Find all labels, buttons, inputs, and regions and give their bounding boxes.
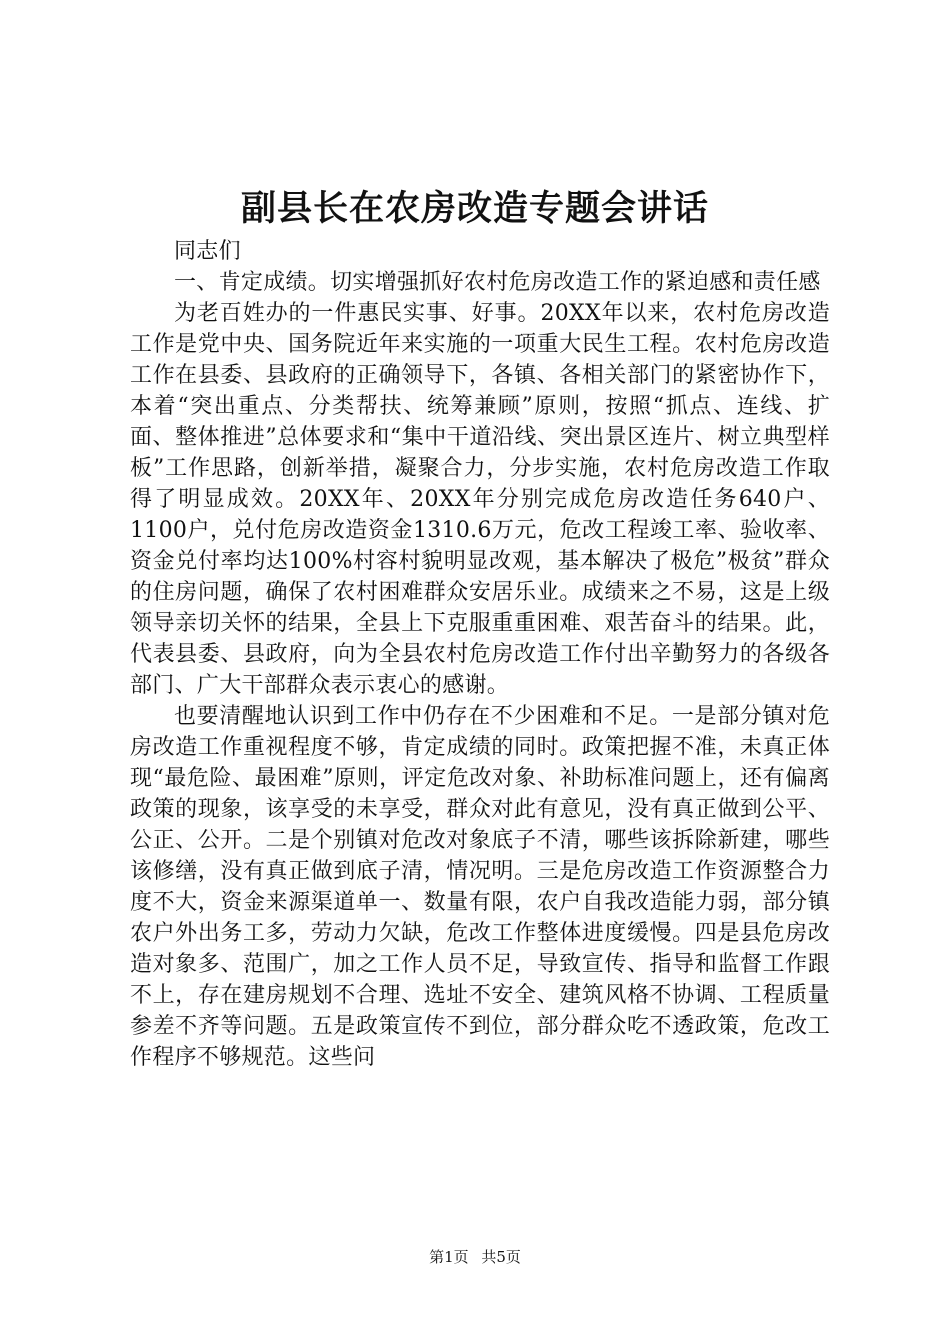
achievements-paragraph: 为老百姓办的一件惠民实事、好事。20XX年以来，农村危房改造工作是党中央、国务院近年来实施的一项重大民生工程。农村危房改造工作在县委、县政府的正确领导下，各镇、各相关部门的紧密协作下，本着“突出重点、分类帮扶、统筹兼顾”原则，按照“抓点、连线、扩面、整体推进”总体要求和“集中干道沿线、突出景区连片、树立典型样板”工作思路，创新举措，凝聚合力，分步实施，农村危房改造工作取得了明显成效。20XX年、20XX年分别完成危房改造任务640户、1100户，兑付危房改造资金1310.6万元，危改工程竣工率、验收率、资金兑付率均达100%村容村貌明显改观，基本解决了极危”极贫”群众的住房问题，确保了农村困难群众安居乐业。成绩来之不易，这是上级领导亲切关怀的结果，全县上下克服重重困难、艰苦奋斗的结果。此，代表县委、县政府，向为全县农村危房改造工作付出辛勤努力的各级各部门、广大干部群众表示衷心的感谢。: [130, 301, 830, 698]
page-number: 第1页: [429, 1248, 469, 1266]
page-total: 共5页: [481, 1248, 521, 1266]
problems-paragraph: 也要清醒地认识到工作中仍存在不少困难和不足。一是部分镇对危房改造工作重视程度不够，肯定成绩的同时。政策把握不准，未真正体现“最危险、最困难”原则，评定危改对象、补助标准问题上，还有偏离政策的现象，该享受的未享受，群众对此有意见，没有真正做到公平、公正、公开。二是个别镇对危改对象底子不清，哪些该拆除新建，哪些该修缮，没有真正做到底子清，情况明。三是危房改造工作资源整合力度不大，资金来源渠道单一、数量有限，农户自我改造能力弱，部分镇农户外出务工多，劳动力欠缺，危改工作整体进度缓慢。四是县危房改造对象多、范围广，加之工作人员不足，导致宣传、指导和监督工作跟不上，存在建房规划不合理、选址不安全、建筑风格不协调、工程质量参差不齐等问题。五是政策宣传不到位，部分群众吃不透政策，危改工作程序不够规范。这些问: [130, 704, 830, 1070]
page-footer: [0, 1247, 950, 1267]
section-heading-paragraph: 一、肯定成绩。切实增强抓好农村危房改造工作的紧迫感和责任感: [174, 270, 821, 295]
salutation-paragraph: 同志们: [174, 239, 241, 264]
document-body: [130, 236, 830, 1073]
document-title: 副县长在农房改造专题会讲话: [240, 188, 709, 229]
